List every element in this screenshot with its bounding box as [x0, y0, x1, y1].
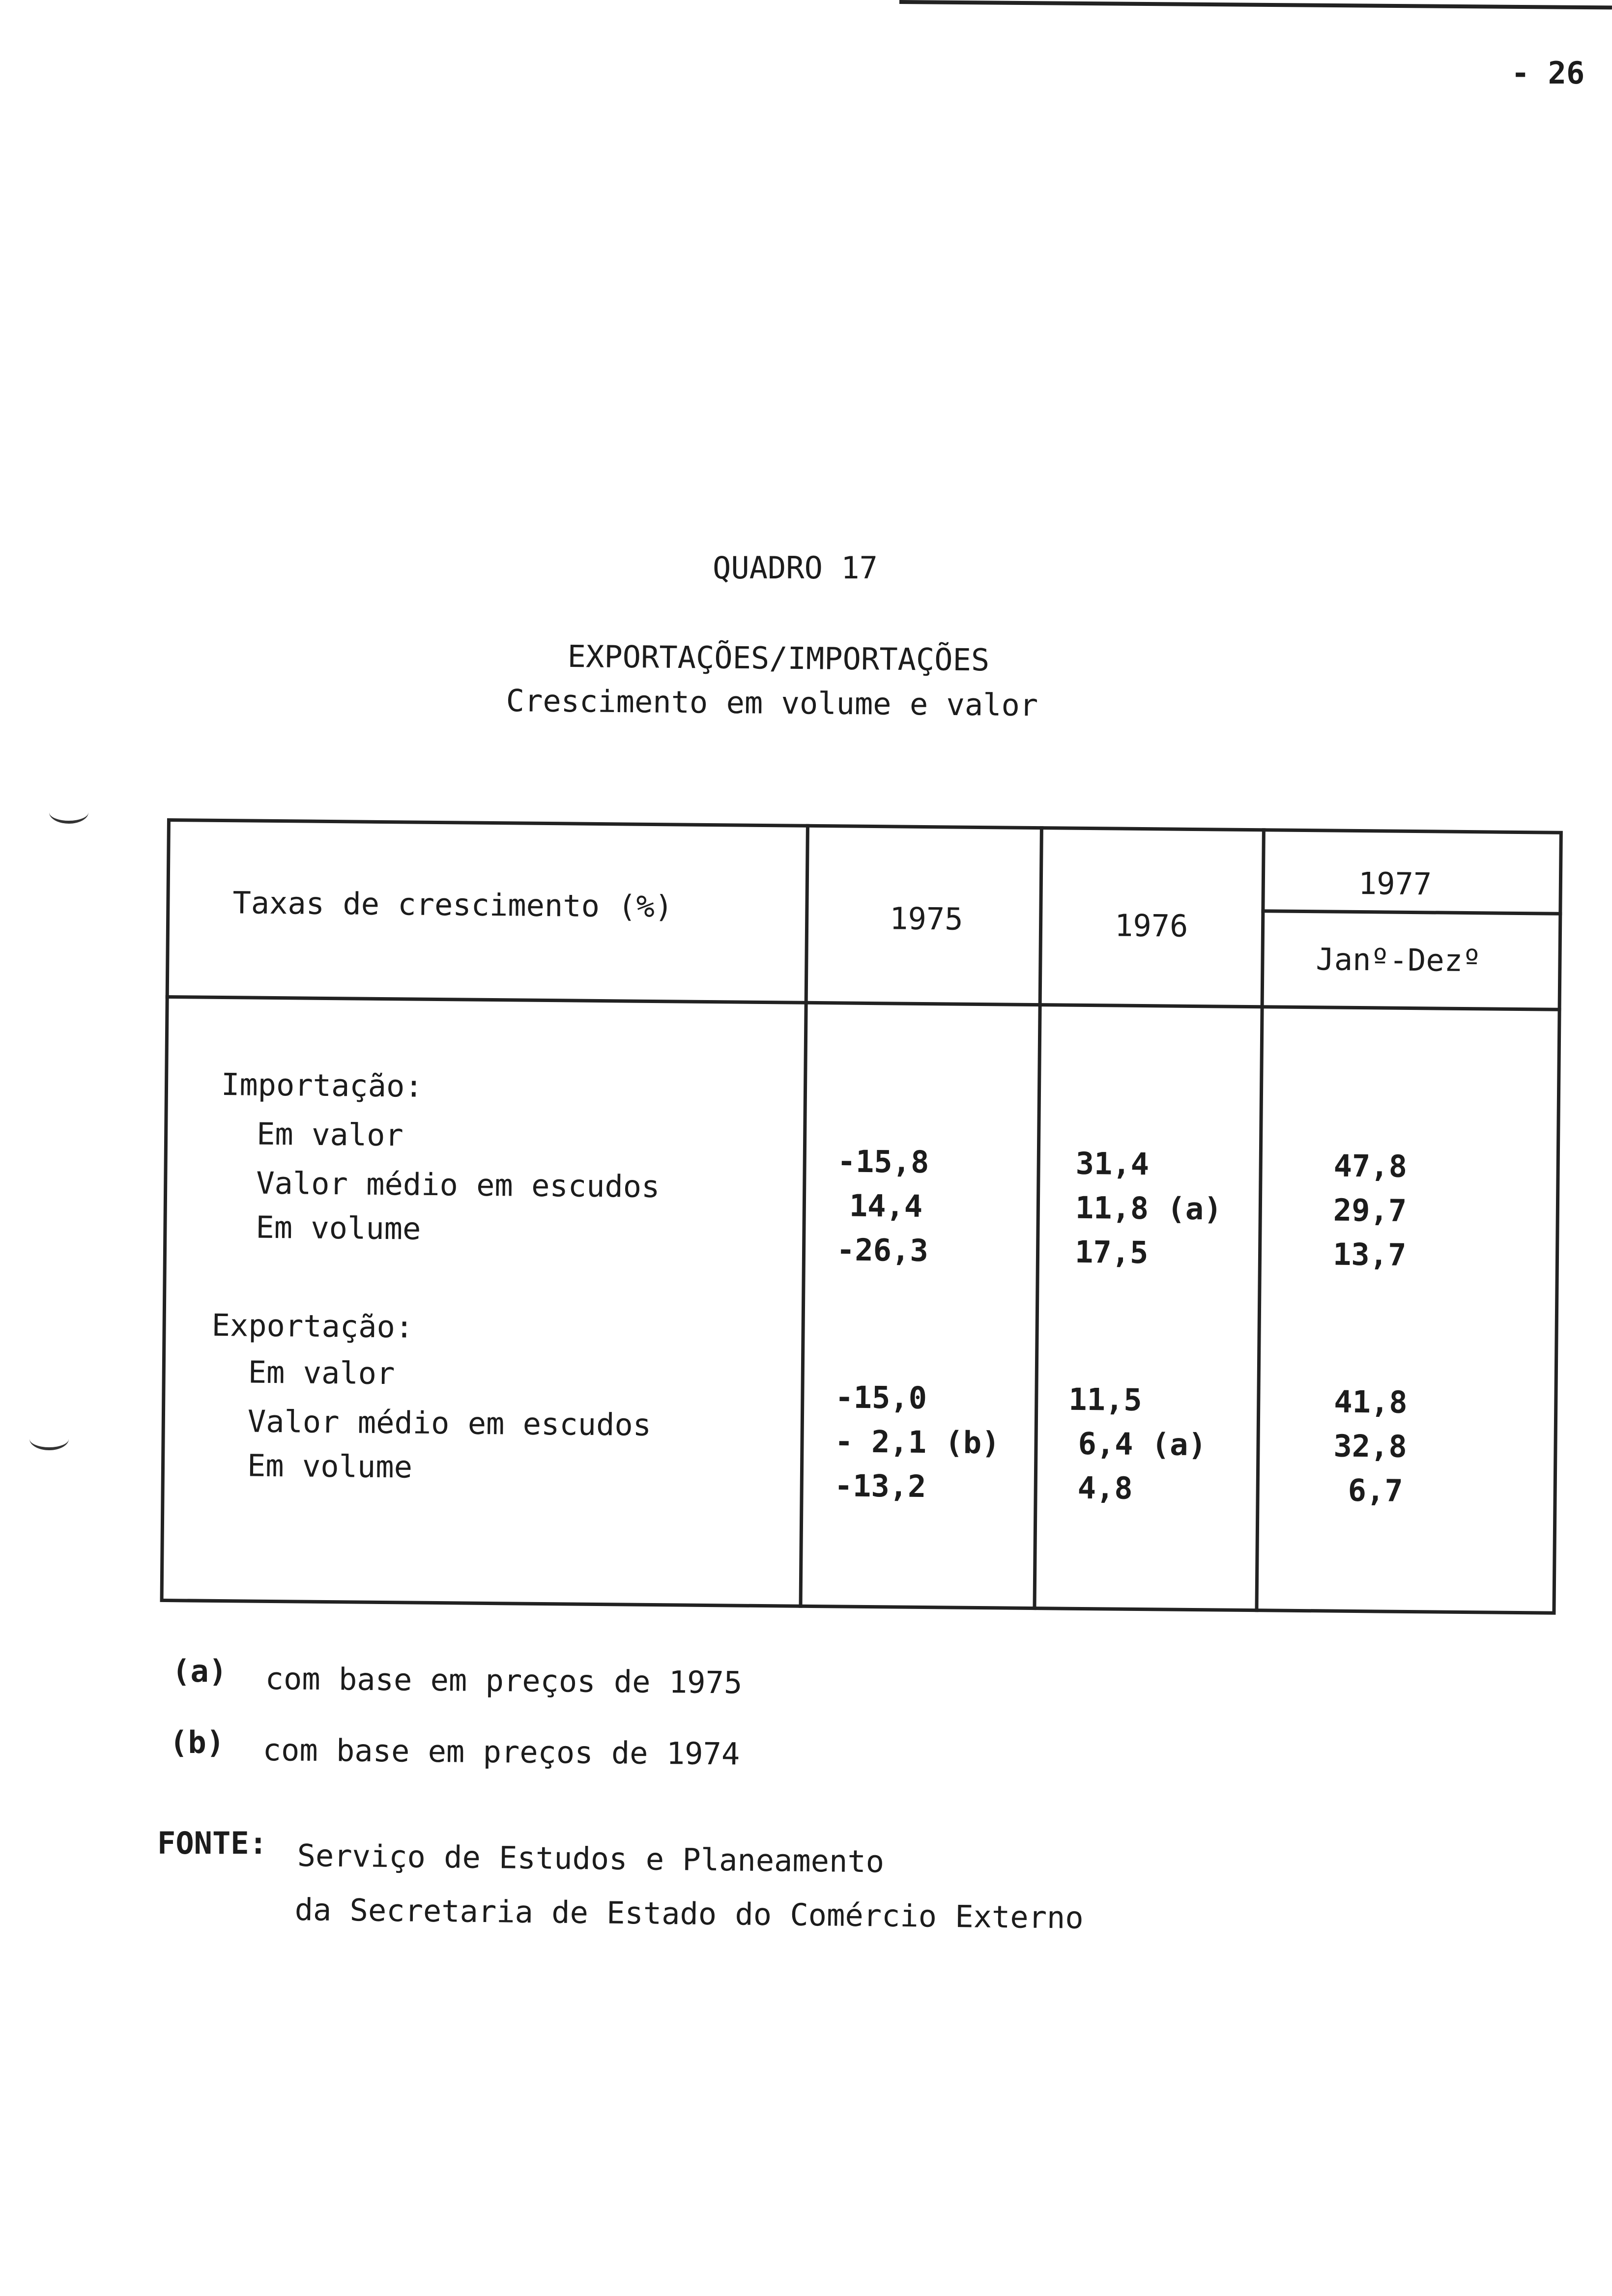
value-1977: 6,7 [1348, 1472, 1404, 1509]
source-line: Serviço de Estudos e Planeamento [297, 1837, 885, 1880]
data-table [160, 818, 1563, 1615]
footnote-text: com base em preços de 1975 [265, 1661, 743, 1701]
row-label: Em volume [247, 1447, 413, 1485]
value-1977: 32,8 [1333, 1428, 1408, 1464]
table-subtitle: Crescimento em volume e valor [506, 683, 1038, 723]
value-1976: 4,8 [1077, 1469, 1133, 1506]
section-title: Exportação: [211, 1307, 414, 1345]
header-label: Taxas de crescimento (%) [232, 885, 673, 925]
value-1975: - 2,1 (b) [835, 1423, 1000, 1461]
table-id: QUADRO 17 [713, 550, 878, 586]
section-title: Importação: [221, 1066, 424, 1104]
source-label: FONTE: [157, 1825, 267, 1861]
value-1976: 31,4 [1075, 1145, 1150, 1182]
value-1977: 47,8 [1333, 1148, 1408, 1184]
header-1975: 1975 [889, 900, 963, 937]
value-1977: 41,8 [1333, 1383, 1408, 1420]
value-1976: 17,5 [1074, 1234, 1149, 1271]
footnote-mark: (a) [172, 1653, 227, 1689]
top-rule [899, 0, 1612, 9]
value-1975: -26,3 [836, 1232, 929, 1269]
value-1975: -13,2 [834, 1467, 926, 1505]
header-1977: 1977 [1358, 865, 1432, 902]
header-1977-period: Janº-Dezº [1316, 941, 1481, 979]
value-1976: 11,5 [1068, 1381, 1142, 1418]
row-label: Em valor [256, 1116, 404, 1153]
row-label: Em volume [256, 1209, 421, 1247]
value-1976: 11,8 (a) [1075, 1189, 1222, 1227]
value-1977: 13,7 [1332, 1236, 1407, 1273]
header-1976: 1976 [1114, 907, 1188, 944]
page-number: - 26 [1511, 55, 1585, 91]
row-label: Valor médio em escudos [247, 1403, 652, 1443]
value-1976: 6,4 (a) [1078, 1425, 1207, 1463]
value-1975: -15,0 [835, 1379, 927, 1416]
source-line: da Secretaria de Estado do Comércio Externo [294, 1892, 1084, 1936]
value-1975: -15,8 [837, 1143, 929, 1180]
binder-hole-mark [49, 801, 88, 824]
value-1977: 29,7 [1333, 1192, 1407, 1229]
binder-hole-mark [29, 1428, 69, 1450]
footnote-text: com base em preços de 1974 [262, 1732, 740, 1772]
row-label: Em valor [248, 1354, 395, 1392]
table-title: EXPORTAÇÕES/IMPORTAÇÕES [567, 638, 990, 678]
footnote-mark: (b) [170, 1724, 225, 1760]
row-label: Valor médio em escudos [256, 1165, 660, 1205]
value-1975: 14,4 [849, 1187, 923, 1224]
